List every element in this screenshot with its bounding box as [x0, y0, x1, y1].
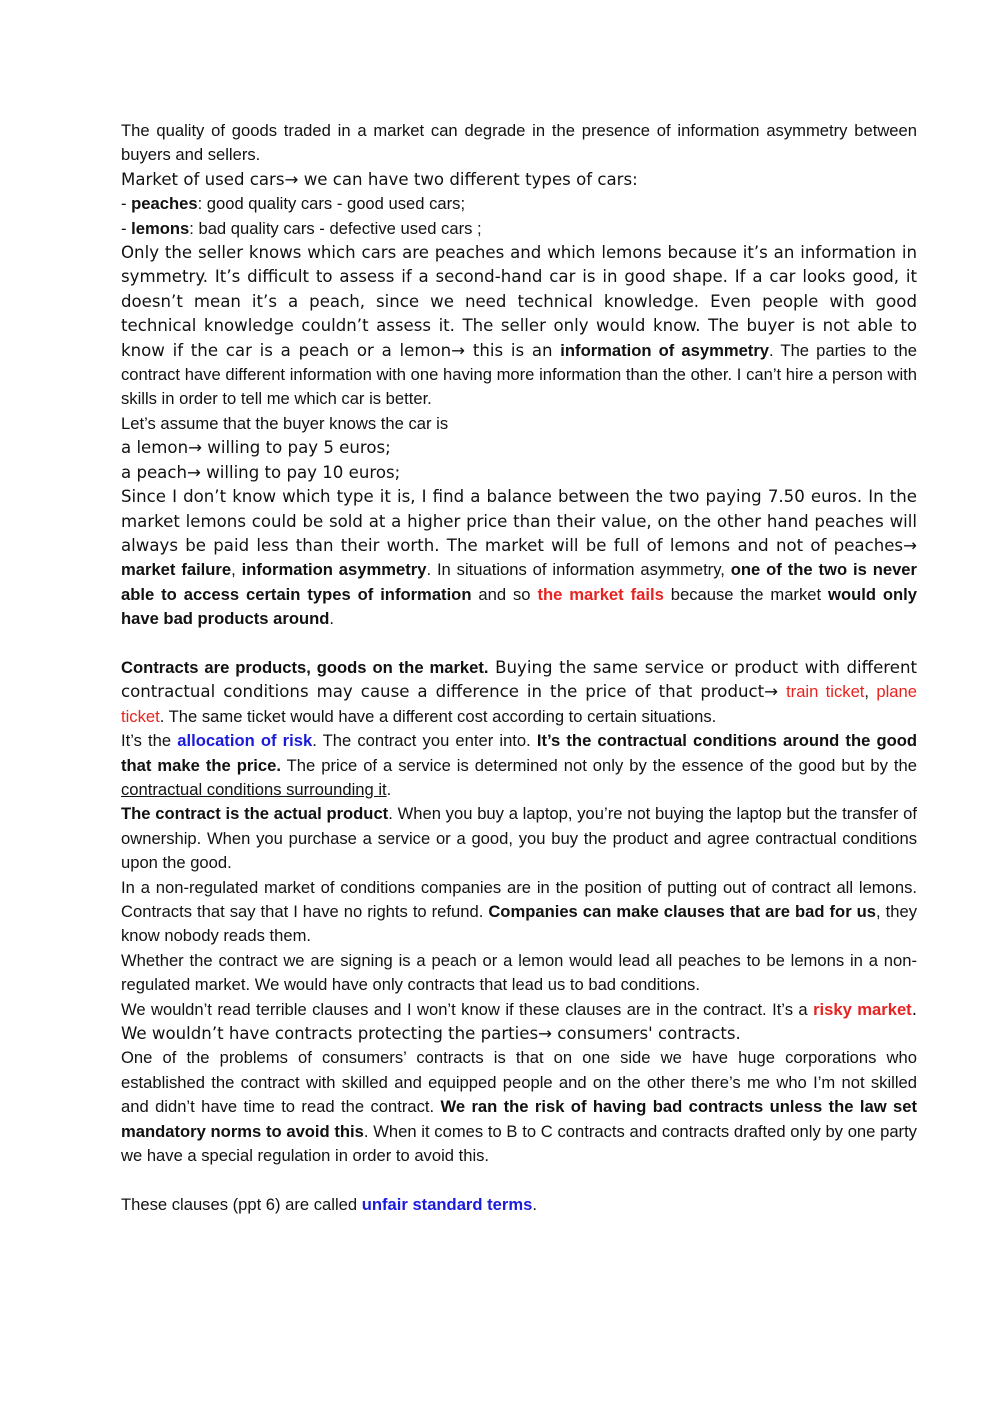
paragraph-market-failure: Since I don’t know which type it is, I find a balance between the two paying 7.50 euros. In the market lemons could be sold at a higher price than their value, on the other hand peaches will always be paid less than their worth. The market will be full of lemons and not of peaches→ market failure, information asymmetry. In situations of information asymmetry, one of the two is never able to access certain types of information and so the market fails because the market would only have bad products around. [121, 487, 917, 629]
paragraph-used-cars: Market of used cars→ we can have two different types of cars: [121, 169, 638, 189]
line-peach-price: a peach→ willing to pay 10 euros; [121, 462, 401, 482]
paragraph-seller-knows: Only the seller knows which cars are peaches and which lemons because it’s an information in symmetry. It’s difficult to assess if a second-hand car is in good shape. If a car looks good, it doesn’t mean it’s a peach, since we need technical knowledge. Even people with good technical knowledge couldn’t assess it. The seller only would know. The buyer is not able to know if the car is a peach or a lemon→ this is an information of asymmetry. The parties to the contract have different information with one having more information than the other. I can’t hire a person with skills in order to tell me which car is better. [121, 243, 917, 409]
paragraph-contracts-products: Contracts are products, goods on the market. Buying the same service or product with different contractual conditions may cause a difference in the price of that product→ train ticket, plane ticket. The same ticket would have a different cost according to certain situations. [121, 657, 917, 726]
term-unfair-standard-terms: unfair standard terms [361, 1194, 533, 1214]
list-item-lemons: - lemons: bad quality cars - defective used cars ; [121, 218, 482, 238]
term-lemons: lemons [131, 218, 190, 238]
paragraph-allocation-of-risk: It’s the allocation of risk. The contract you enter into. It’s the contractual conditions around the good that make the price. The price of a service is determined not only by the essence of the good but by the contractual conditions surrounding it. [121, 731, 917, 799]
paragraph-spacer [121, 632, 917, 656]
term-allocation-of-risk: allocation of risk [177, 731, 313, 751]
paragraph-non-regulated: In a non-regulated market of conditions companies are in the position of putting out of contract all lemons. Contracts that say that I have no rights to refund. Companies can make clauses that are bad for us, they know nobody reads them. [121, 877, 917, 946]
paragraph-peach-or-lemon: Whether the contract we are signing is a peach or a lemon would lead all peaches to be lemons in a non-regulated market. We would have only contracts that lead us to bad conditions. [121, 950, 917, 995]
list-item-peaches: - peaches: good quality cars - good used cars; [121, 194, 466, 214]
example-train-ticket: train ticket [786, 682, 865, 702]
paragraph-spacer [121, 1168, 917, 1192]
paragraph-assume: Let’s assume that the buyer knows the car is [121, 413, 449, 433]
example-plane-ticket: plane ticket [121, 682, 917, 726]
line-lemon-price: a lemon→ willing to pay 5 euros; [121, 438, 391, 458]
heading-contracts-are-products: Contracts are products, goods on the market. [121, 657, 489, 677]
highlight-market-fails: the market fails [537, 584, 664, 604]
paragraph-risky-market: We wouldn’t read terrible clauses and I won’t know if these clauses are in the contract. It’s a risky market. We wouldn’t have contracts protecting the parties→ consumers' contracts. [121, 999, 917, 1044]
paragraph-actual-product: The contract is the actual product. When you buy a laptop, you’re not buying the laptop but the transfer of ownership. When you purchase a service or a good, you buy the product and agree contractual conditions upon the good. [121, 804, 917, 873]
term-information-asymmetry: information asymmetry [241, 560, 427, 580]
paragraph-unfair-terms: These clauses (ppt 6) are called unfair standard terms. [121, 1194, 537, 1214]
term-information-of-asymmetry: information of asymmetry [560, 340, 770, 360]
highlight-risky-market: risky market [813, 999, 912, 1019]
document-page [121, 119, 917, 1217]
term-peaches: peaches [131, 194, 198, 214]
term-contract-actual-product: The contract is the actual product [121, 804, 389, 824]
paragraph-consumer-contracts: One of the problems of consumers’ contracts is that on one side we have huge corporations who established the contract with skilled and equipped people and on the other there’s me who I’m not skilled and didn’t have time to read the contract. We ran the risk of having bad contracts unless the law set mandatory norms to avoid this. When it comes to B to C contracts and contracts drafted only by one party we have a special regulation in order to avoid this. [121, 1048, 917, 1166]
term-market-failure: market failure [121, 560, 232, 580]
paragraph-intro: The quality of goods traded in a market can degrade in the presence of information asymmetry between buyers and sellers. [121, 121, 917, 165]
underlined-contractual-conditions: contractual conditions surrounding it [121, 779, 387, 799]
